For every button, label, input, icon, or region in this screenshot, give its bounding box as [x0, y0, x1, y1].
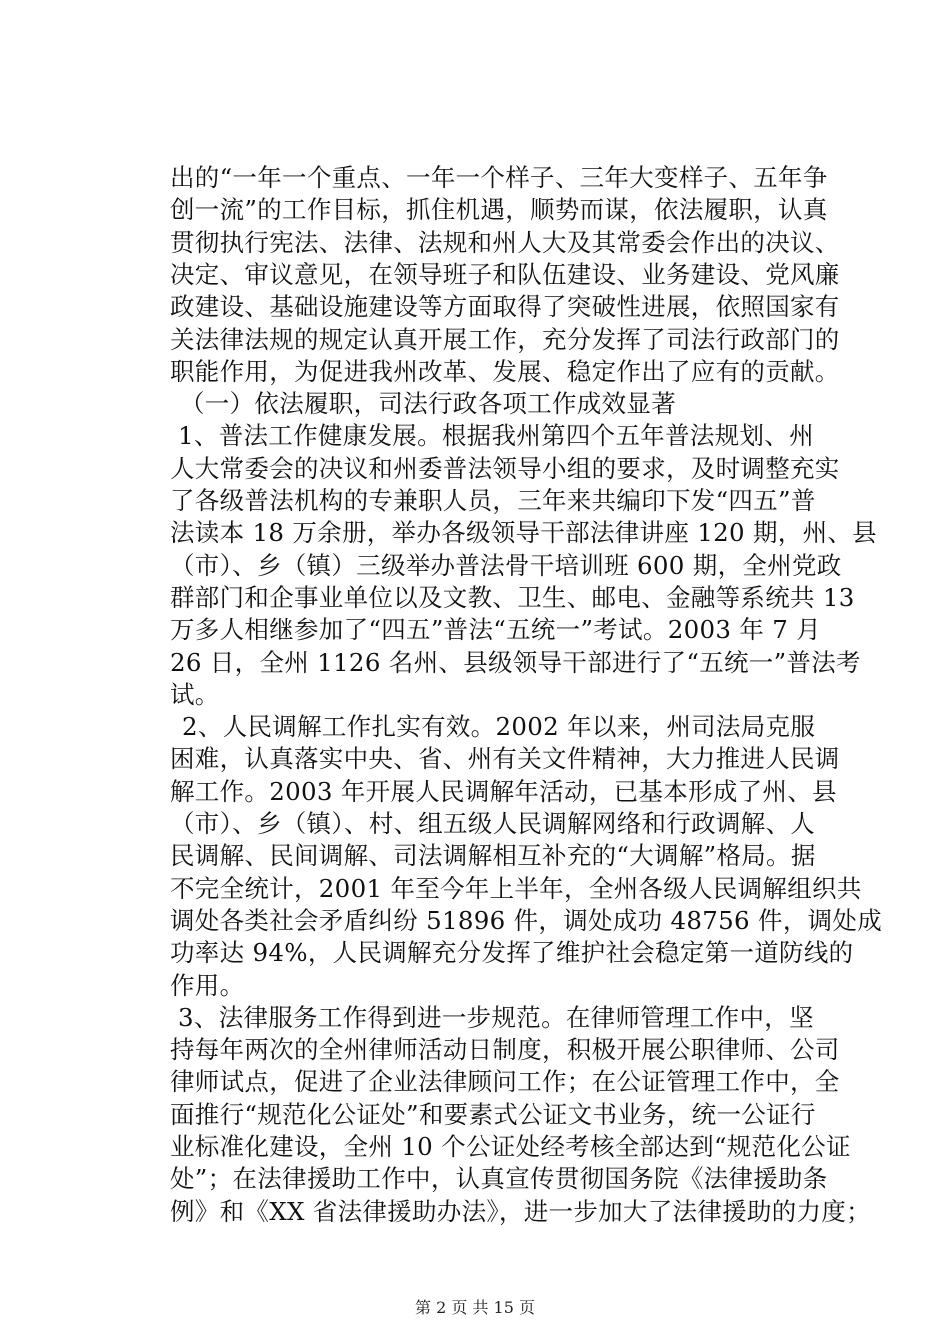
paragraph-line: 1、普法工作健康发展。根据我州第四个五年普法规划、州: [178, 421, 814, 451]
paragraph-line: 例》和《XX 省法律援助办法》，进一步加大了法律援助的力度；: [170, 1196, 871, 1226]
paragraph-line: 不完全统计，2001 年至今年上半年，全州各级人民调解组织共: [170, 873, 862, 903]
paragraph-line: 民调解、民间调解、司法调解相互补充的“大调解”格局。据: [170, 841, 816, 871]
paragraph-line: 决定、审议意见，在领导班子和队伍建设、业务建设、党风廉: [170, 259, 840, 289]
page-footer: 第 2 页 共 15 页: [415, 1298, 535, 1317]
paragraph-line: 持每年两次的全州律师活动日制度，积极开展公职律师、公司: [170, 1035, 840, 1065]
paragraph-line: 处”；在法律援助工作中，认真宣传贯彻国务院《法律援助条: [170, 1164, 828, 1194]
paragraph-line: 群部门和企事业单位以及文教、卫生、邮电、金融等系统共 13: [170, 582, 855, 612]
paragraph-line: 出的“一年一个重点、一年一个样子、三年大变样子、五年争: [170, 163, 828, 192]
paragraph-line: 关法律法规的规定认真开展工作，充分发挥了司法行政部门的: [170, 324, 840, 354]
paragraph-line: 了各级普法机构的专兼职人员，三年来共编印下发“四五”普: [170, 486, 816, 515]
paragraph-line: 万多人相继参加了“四五”普法“五统一”考试。2003 年 7 月: [170, 615, 821, 645]
paragraph-line: 创一流”的工作目标，抓住机遇，顺势而谋，依法履职，认真: [170, 195, 828, 225]
paragraph-line: 面推行“规范化公证处”和要素式公证文书业务，统一公证行: [170, 1099, 816, 1129]
paragraph-line: 法读本 18 万余册，举办各级领导干部法律讲座 120 期，州、县: [170, 518, 877, 548]
paragraph-line: （市）、乡（镇）、村、组五级人民调解网络和行政调解、人: [170, 809, 816, 838]
paragraph-line: 人大常委会的决议和州委普法领导小组的要求，及时调整充实: [170, 453, 840, 483]
paragraph-line: 作用。: [170, 970, 245, 1000]
paragraph-line: 政建设、基础设施建设等方面取得了突破性进展，依照国家有: [170, 292, 840, 322]
section-heading: （一）依法履职，司法行政各项工作成效显著: [180, 389, 676, 419]
paragraph-line: 功率达 94%，人民调解充分发挥了维护社会稳定第一道防线的: [170, 938, 854, 968]
paragraph-line: 26 日，全州 1126 名州、县级领导干部进行了“五统一”普法考: [170, 647, 861, 677]
paragraph-line: 试。: [170, 679, 220, 709]
paragraph-line: 职能作用，为促进我州改革、发展、稳定作出了应有的贡献。: [170, 356, 840, 386]
paragraph-line: 解工作。2003 年开展人民调解年活动，已基本形成了州、县: [170, 776, 837, 806]
paragraph-line: 业标准化建设，全州 10 个公证处经考核全部达到“规范化公证: [170, 1132, 851, 1161]
paragraph-line: 调处各类社会矛盾纠纷 51896 件，调处成功 48756 件，调处成: [170, 905, 883, 935]
paragraph-line: 3、法律服务工作得到进一步规范。在律师管理工作中，坚: [178, 1002, 814, 1032]
paragraph-line: 律师试点，促进了企业法律顾问工作；在公证管理工作中，全: [170, 1067, 840, 1097]
paragraph-line: 2、人民调解工作扎实有效。2002 年以来，州司法局克服: [182, 712, 816, 742]
paragraph-line: 贯彻执行宪法、法律、法规和州人大及其常委会作出的决议、: [170, 227, 840, 257]
paragraph-line: （市）、乡（镇）三级举办普法骨干培训班 600 期，全州党政: [170, 550, 842, 580]
paragraph-line: 困难，认真落实中央、省、州有关文件精神，大力推进人民调: [170, 744, 840, 774]
